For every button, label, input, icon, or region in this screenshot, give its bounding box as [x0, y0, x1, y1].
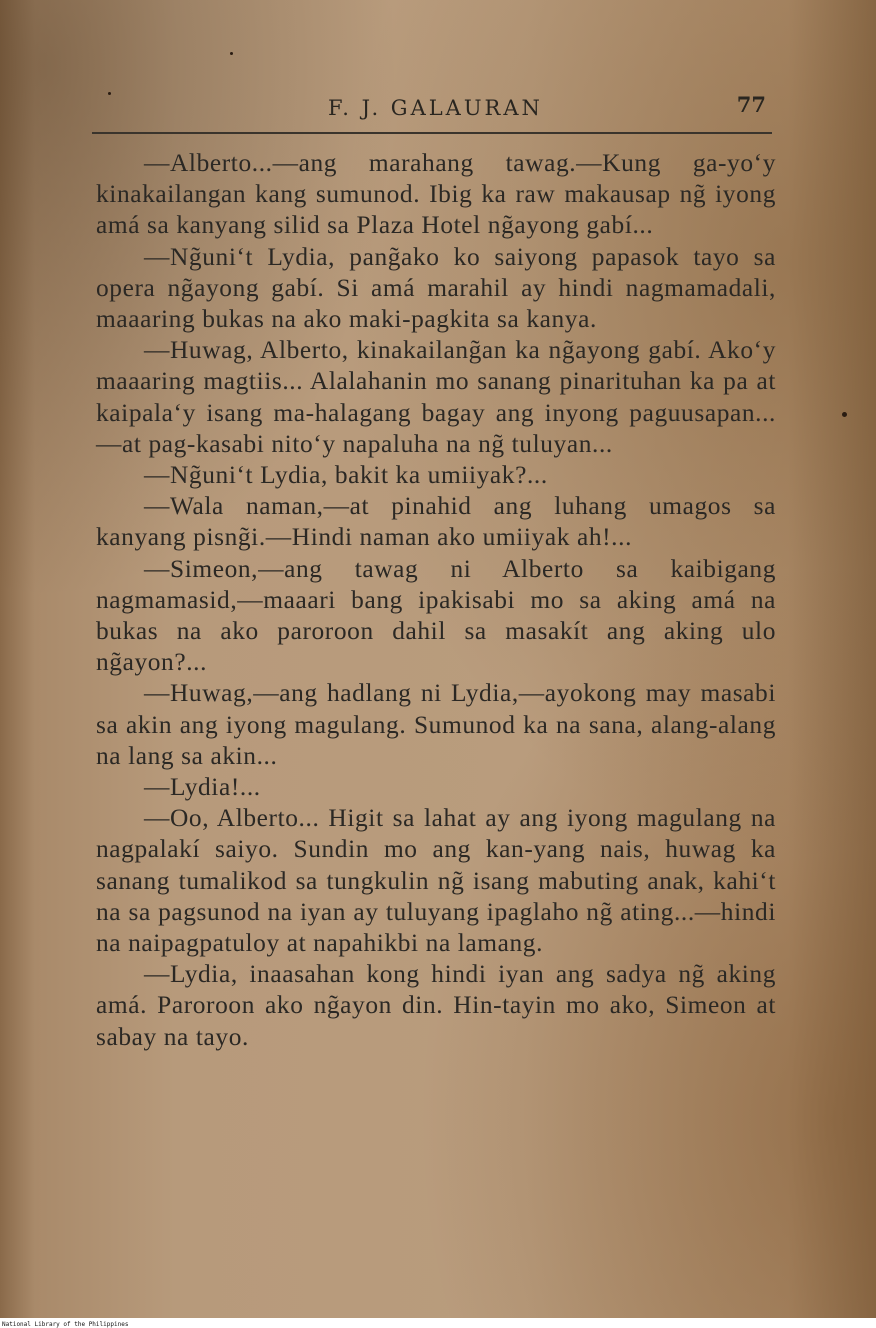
running-title: F. J. GALAURAN — [328, 96, 543, 120]
library-credit: National Library of the Philippines — [2, 1321, 129, 1328]
body-text — [96, 148, 776, 1053]
ink-speck — [842, 412, 847, 417]
header-rule — [92, 132, 772, 134]
paragraph: —Huwag, Alberto, kinakailang̃an ka ng̃ayong gabí. Ako‘y maaaring magtiis... Alalahanin mo sanang pinarituhan ka pa at kaipala‘y isang ma-halagang bagay ang inyong paguusapan...—at pag-kasabi nito‘y napaluha na ng̃ tuluyan... — [96, 336, 776, 458]
paragraph: —Ng̃uni‘t Lydia, bakit ka umiiyak?... — [144, 461, 548, 490]
paragraph: —Ng̃uni‘t Lydia, pang̃ako ko saiyong papasok tayo sa opera ng̃ayong gabí. Si amá marahil ay hindi nagmamadali, maaaring bukas na ako maki-pagkita sa kanya. — [96, 242, 776, 334]
paragraph: —Oo, Alberto... Higit sa lahat ay ang iyong magulang na nagpalakí saiyo. Sundin mo ang kan-yang nais, huwag ka sanang tumalikod sa tungkulin ng̃ isang mabuting anak, kahi‘t na sa pagsunod na iyan ay tuluyang ipaglaho ng̃ ating...—hindi na naipagpatuloy at napahikbi na lamang. — [96, 804, 776, 958]
running-header — [92, 92, 772, 138]
paragraph: —Alberto...—ang marahang tawag.—Kung ga-yo‘y kinakailangan kang sumunod. Ibig ka raw makausap ng̃ iyong amá sa kanyang silid sa Plaza Hotel ng̃ayong gabí... — [96, 149, 776, 240]
ink-speck — [230, 52, 233, 55]
paragraph: —Lydia, inaasahan kong hindi iyan ang sadya ng̃ aking amá. Paroroon ako ng̃ayon din. Hin-tayin mo ako, Simeon at sabay na tayo. — [96, 960, 776, 1051]
paragraph: —Simeon,—ang tawag ni Alberto sa kaibigang nagmamasid,—maaari bang ipakisabi mo sa aking amá na bukas na ako paroroon dahil sa masakít ang aking ulo ng̃ayon?... — [96, 554, 776, 677]
paragraph: —Lydia!... — [144, 773, 261, 802]
paragraph: —Huwag,—ang hadlang ni Lydia,—ayokong may masabi sa akin ang iyong magulang. Sumunod ka na sana, alang-alang na lang sa akin... — [96, 679, 776, 770]
paragraph: —Wala naman,—at pinahid ang luhang umagos sa kanyang pisng̃i.—Hindi naman ako umiiyak ah!... — [96, 492, 776, 552]
page-number: 77 — [736, 92, 766, 117]
